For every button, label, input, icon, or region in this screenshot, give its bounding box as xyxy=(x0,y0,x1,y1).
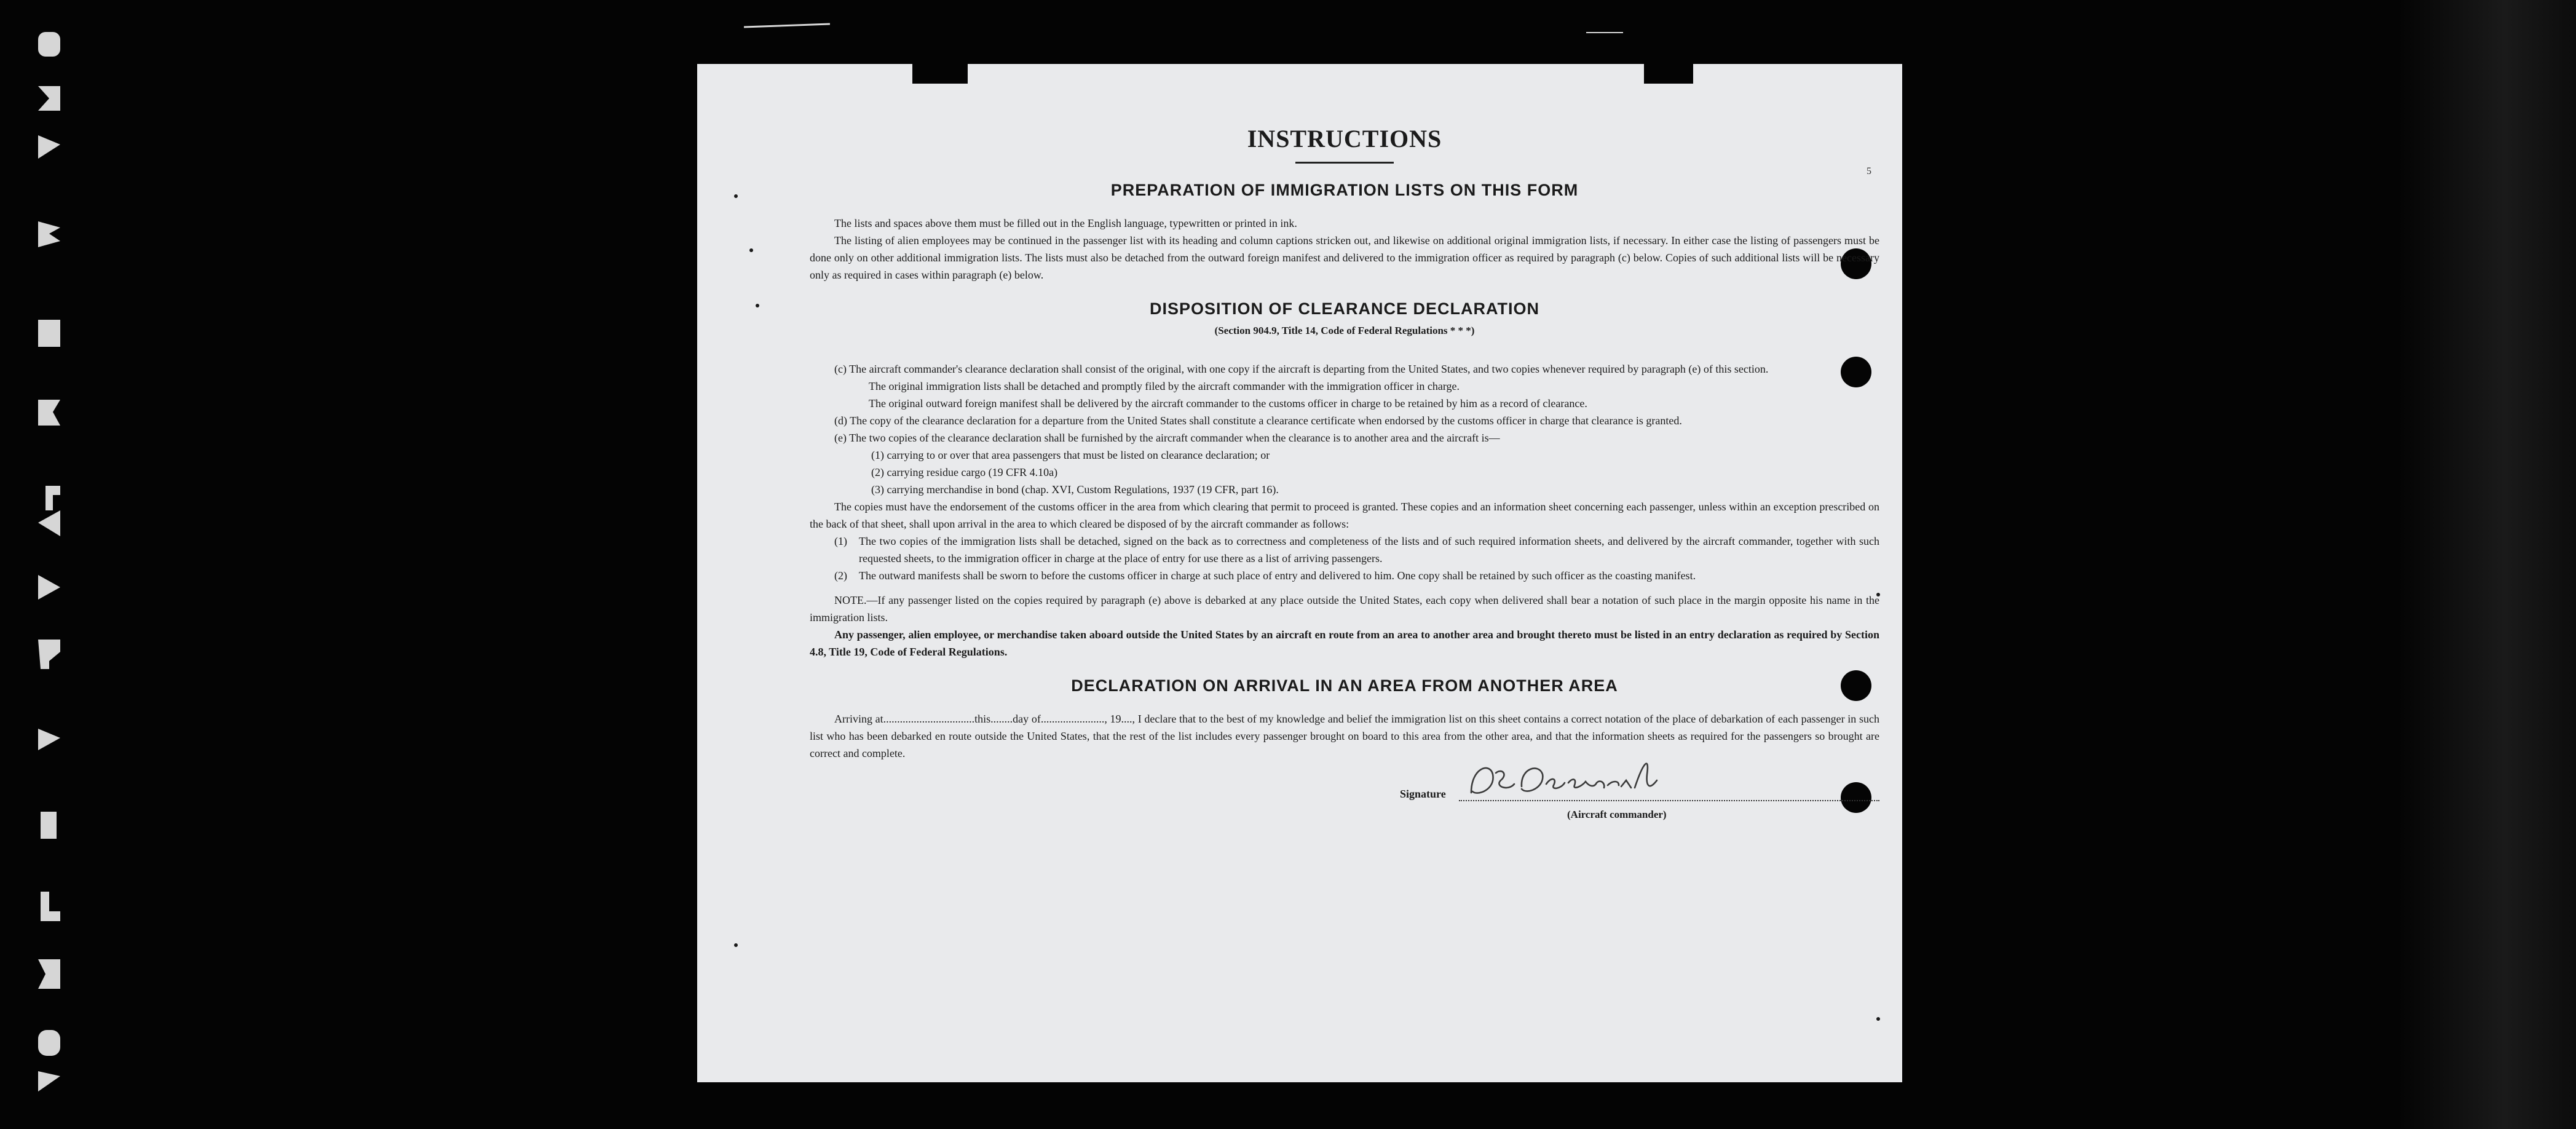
disposition-item-1-text: The two copies of the immigration lists shall be detached, signed on the back as to correctness and completeness of the lists and of such required information sheets, and delivered by the aircraft commander, together with such requested sheets, to the immigration officer in charge at the place of entry for use there as a list of arriving passengers. xyxy=(859,535,1879,564)
dust-speck xyxy=(756,304,759,307)
document-page xyxy=(697,64,1902,1082)
clearance-paragraph-d: (d) The copy of the clearance declaration for a departure from the United States shall constitute a clearance certificate when endorsed by the customs officer in charge that clearance is granted. xyxy=(834,414,1682,427)
section-heading-clearance: DISPOSITION OF CLEARANCE DECLARATION xyxy=(1149,299,1539,318)
clearance-paragraph-e: (e) The two copies of the clearance declaration shall be furnished by the aircraft commander when the clearance is to another area and the aircraft is— xyxy=(834,432,1500,444)
page-title: INSTRUCTIONS xyxy=(1247,125,1442,153)
handwritten-signature xyxy=(1465,756,1674,805)
section-subheading-regulation: (Section 904.9, Title 14, Code of Federal Regulations * * *) xyxy=(1214,325,1475,336)
arrival-declaration-text: Arriving at.................................this........day of......................., 19...., I declare that to the best of my knowledge and belief the immigration list on this sheet contains a correct notation of the place of debarkation of each passenger in such list who has been debarked en route outside the United States, that the rest of the list includes every passenger brought on board to this area from the other area, and that the information sheets as required for the passengers so brought are correct and complete. xyxy=(810,713,1879,759)
clearance-copies-paragraph: The copies must have the endorsement of the customs officer in the area from which clearing that permit to proceed is granted. These copies and an information sheet concerning each passenger, unless within an exception prescribed on the back of that sheet, shall upon arrival in the area to which cleared be disposed of by the aircraft commander as follows: xyxy=(810,501,1879,530)
page-notch xyxy=(912,63,968,84)
section-heading-arrival: DECLARATION ON ARRIVAL IN AN AREA FROM ANOTHER AREA xyxy=(1071,676,1618,695)
scratch-mark xyxy=(744,23,830,28)
clearance-item-e3: (3) carrying merchandise in bond (chap. XVI, Custom Regulations, 1937 (19 CFR, part 16). xyxy=(871,483,1279,496)
dust-speck xyxy=(1876,1017,1880,1021)
instructions-content xyxy=(810,124,1879,830)
disposition-item-1 xyxy=(810,533,1879,567)
signature-label: Signature xyxy=(1400,788,1446,800)
page-number: 5 xyxy=(1867,166,1871,176)
section-heading-preparation: PREPARATION OF IMMIGRATION LISTS ON THIS FORM xyxy=(1110,181,1579,199)
clearance-paragraph-c-item-2: The original outward foreign manifest shall be delivered by the aircraft commander to the customs officer in charge to be retained by him as a record of clearance. xyxy=(869,397,1587,410)
disposition-item-2-text: The outward manifests shall be sworn to before the customs officer in charge at such place of entry and delivered to him. One copy shall be retained by such officer as the coasting manifest. xyxy=(859,569,1696,582)
any-passenger-paragraph: Any passenger, alien employee, or merchandise taken aboard outside the United States by an aircraft en route from an area to another area and brought thereto must be listed in an entry declaration as required by Section 4.8, Title 19, Code of Federal Regulations. xyxy=(810,628,1879,658)
signature-block xyxy=(810,762,1879,830)
preparation-paragraph-2: The listing of alien employees may be continued in the passenger list with its heading and column captions stricken out, and likewise on additional original immigration lists, if necessary. In either case the listing of passengers must be done only on other additional immigration lists. The lists must also be detached from the outward foreign manifest and delivered to the immigration officer as required by paragraph (c) below. Copies of such additional lists will be necessary only as required in cases within paragraph (e) below. xyxy=(810,234,1879,281)
clearance-paragraph-c-item-1: The original immigration lists shall be detached and promptly filed by the aircraft commander with the immigration officer in charge. xyxy=(869,380,1460,392)
preparation-paragraph-1: The lists and spaces above them must be filled out in the English language, typewritten or printed in ink. xyxy=(834,217,1297,229)
page-notch xyxy=(1644,63,1693,84)
dust-speck xyxy=(734,194,738,198)
film-edge-markings xyxy=(25,18,74,1119)
disposition-item-1-number: (1) xyxy=(834,535,847,547)
scratch-mark xyxy=(1586,32,1623,33)
clearance-paragraph-c: (c) The aircraft commander's clearance declaration shall consist of the original, with one copy if the aircraft is departing from the United States, and two copies whenever required by paragraph (e) of this section. xyxy=(834,363,1769,375)
clearance-item-e2: (2) carrying residue cargo (19 CFR 4.10a) xyxy=(871,466,1058,478)
disposition-item-2 xyxy=(810,567,1879,584)
dust-speck xyxy=(734,943,738,947)
dark-margin-right xyxy=(2398,0,2576,1129)
signature-caption: (Aircraft commander) xyxy=(1567,809,1667,820)
title-divider xyxy=(1295,162,1394,164)
disposition-item-2-number: (2) xyxy=(834,569,847,582)
dust-speck xyxy=(749,248,753,252)
clearance-item-e1: (1) carrying to or over that area passengers that must be listed on clearance declaration; or xyxy=(871,449,1270,461)
note-paragraph: NOTE.—If any passenger listed on the copies required by paragraph (e) above is debarked at any place outside the United States, each copy when delivered shall bear a notation of such place in the margin opposite his name in the immigration lists. xyxy=(810,594,1879,624)
signature-line xyxy=(1459,800,1879,801)
